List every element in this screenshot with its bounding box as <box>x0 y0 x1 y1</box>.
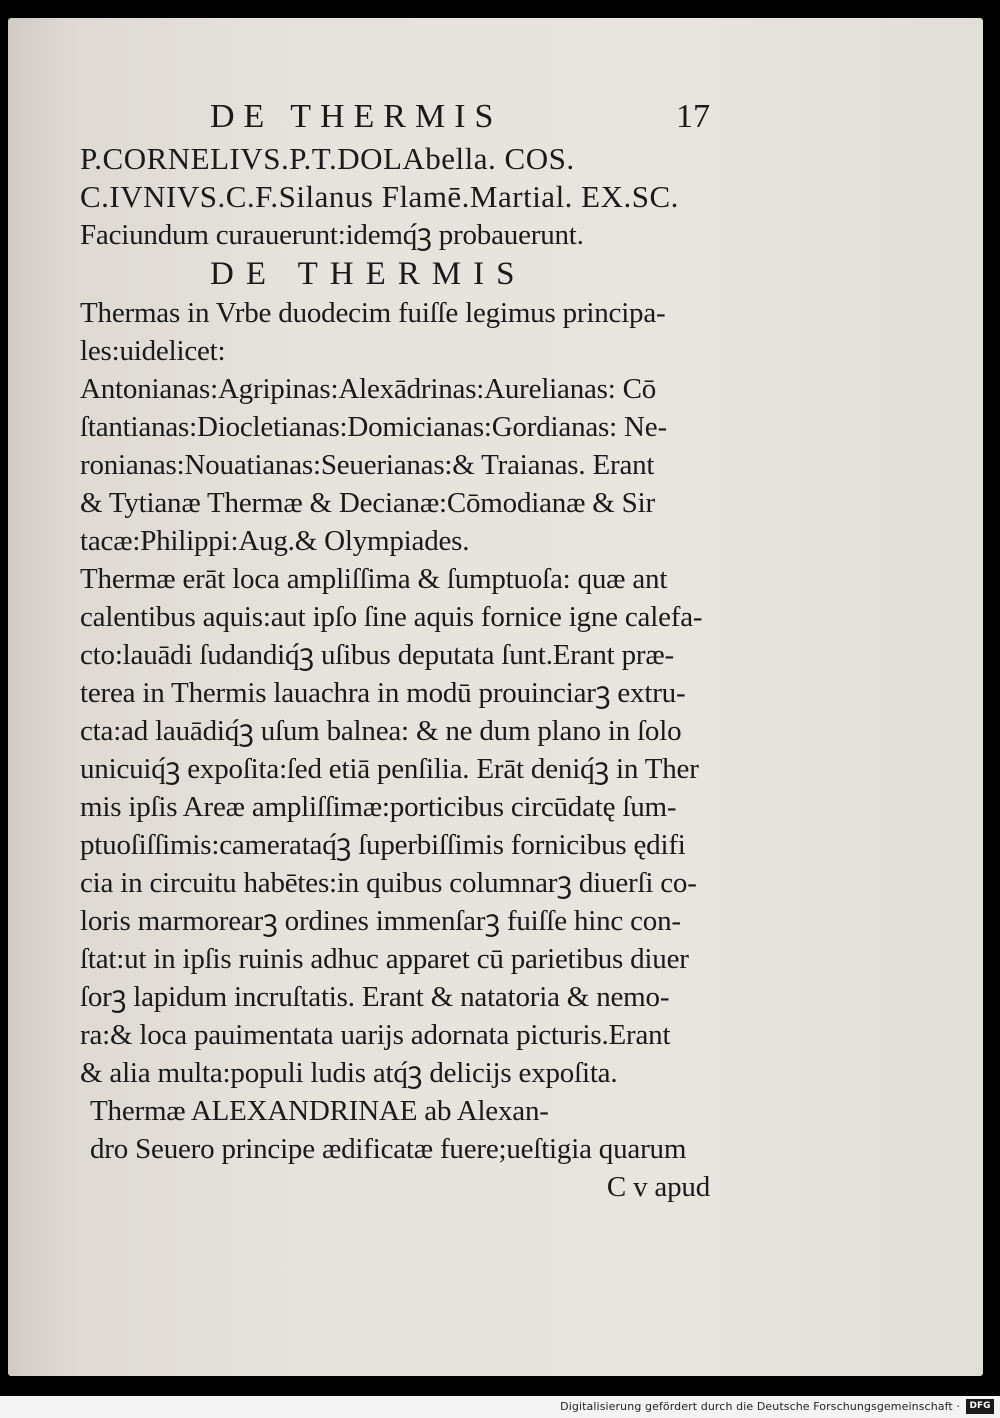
body-line: & Tytianæ Thermæ & Decianæ:Cōmodianæ & Sir <box>80 487 655 519</box>
section-title: DE THERMIS <box>210 256 527 292</box>
running-title: DE THERMIS <box>210 98 503 135</box>
body-line: cia in circuitu habētes:in quibus columnarꝫ diuerſi co‑ <box>80 867 697 899</box>
inscription-line-2: C.IVNIVS.C.F.Silanus Flamē.Martial. EX.SC. <box>80 179 679 214</box>
body-line: ſorꝫ lapidum incruſtatis. Erant & natatoria & nemo‑ <box>80 981 670 1013</box>
body-line: tacæ:Philippi:Aug.& Olympiades. <box>80 525 470 557</box>
body-line: dro Seuero principe ædificatæ fuere;ueſtigia quarum <box>90 1133 687 1165</box>
body-line: ſtat:ut in ipſis ruinis adhuc apparet cū parietibus diuer <box>80 943 689 975</box>
folio-number: 17 <box>676 98 710 135</box>
body-line: mis ipſis Areæ ampliſſimæ:porticibus circūdatę ſum‑ <box>80 791 677 823</box>
body-line: terea in Thermis lauachra in modū prouinciarꝫ extru‑ <box>80 677 686 709</box>
body-line: cto:lauādi ſudandiq́ꝫ uſibus deputata ſunt.Erant præ‑ <box>80 639 674 671</box>
body-line: ronianas:Nouatianas:Seuerianas:& Traianas. Erant <box>80 449 655 481</box>
body-line: Antonianas:Agripinas:Alexādrinas:Aurelianas: Cō <box>80 373 657 405</box>
body-line: & alia multa:populi ludis atq́ꝫ delicijs expoſita. <box>80 1057 618 1089</box>
catchword: C v apud <box>606 1171 710 1203</box>
book-page <box>8 18 983 1376</box>
body-line: Thermæ ALEXANDRINAE ab Alexan‑ <box>90 1095 549 1127</box>
dfg-logo-icon: DFG <box>966 1399 994 1414</box>
body-line: ra:& loca pauimentata uarijs adornata picturis.Erant <box>80 1019 671 1051</box>
body-line: cta:ad lauādiq́ꝫ uſum balnea: & ne dum plano in ſolo <box>80 715 682 747</box>
body-line: ptuoſiſſimis:camerataq́ꝫ ſuperbiſſimis fornicibus ędifi <box>80 829 686 861</box>
text-block <box>80 94 710 1206</box>
body-line: unicuiq́ꝫ expoſita:ſed etiā penſilia. Erāt deniq́ꝫ in Ther <box>80 753 699 785</box>
body-line: loris marmorearꝫ ordines immenſarꝫ fuiſſe hinc con‑ <box>80 905 681 937</box>
body-line: Thermæ erāt loca ampliſſima & ſumptuoſa: quæ ant <box>80 563 668 595</box>
page-header <box>80 94 710 140</box>
funding-credit: Digitalisierung gefördert durch die Deutsche Forschungsgemeinschaft · <box>560 1400 960 1413</box>
inscription-line-3: Faciundum curauerunt:idemq́ꝫ probauerunt. <box>80 219 584 251</box>
body-line: les:uidelicet: <box>80 335 226 367</box>
body-line: ſtantianas:Diocletianas:Domicianas:Gordianas: Ne‑ <box>80 411 667 443</box>
body-line: Thermas in Vrbe duodecim fuiſſe legimus principa‑ <box>80 297 666 329</box>
inscription-line-1: P.CORNELIVS.P.T.DOLAbella. COS. <box>80 141 575 176</box>
digitization-footer <box>0 1396 1000 1418</box>
body-line: calentibus aquis:aut ipſo ſine aquis fornice igne calefa‑ <box>80 601 703 633</box>
